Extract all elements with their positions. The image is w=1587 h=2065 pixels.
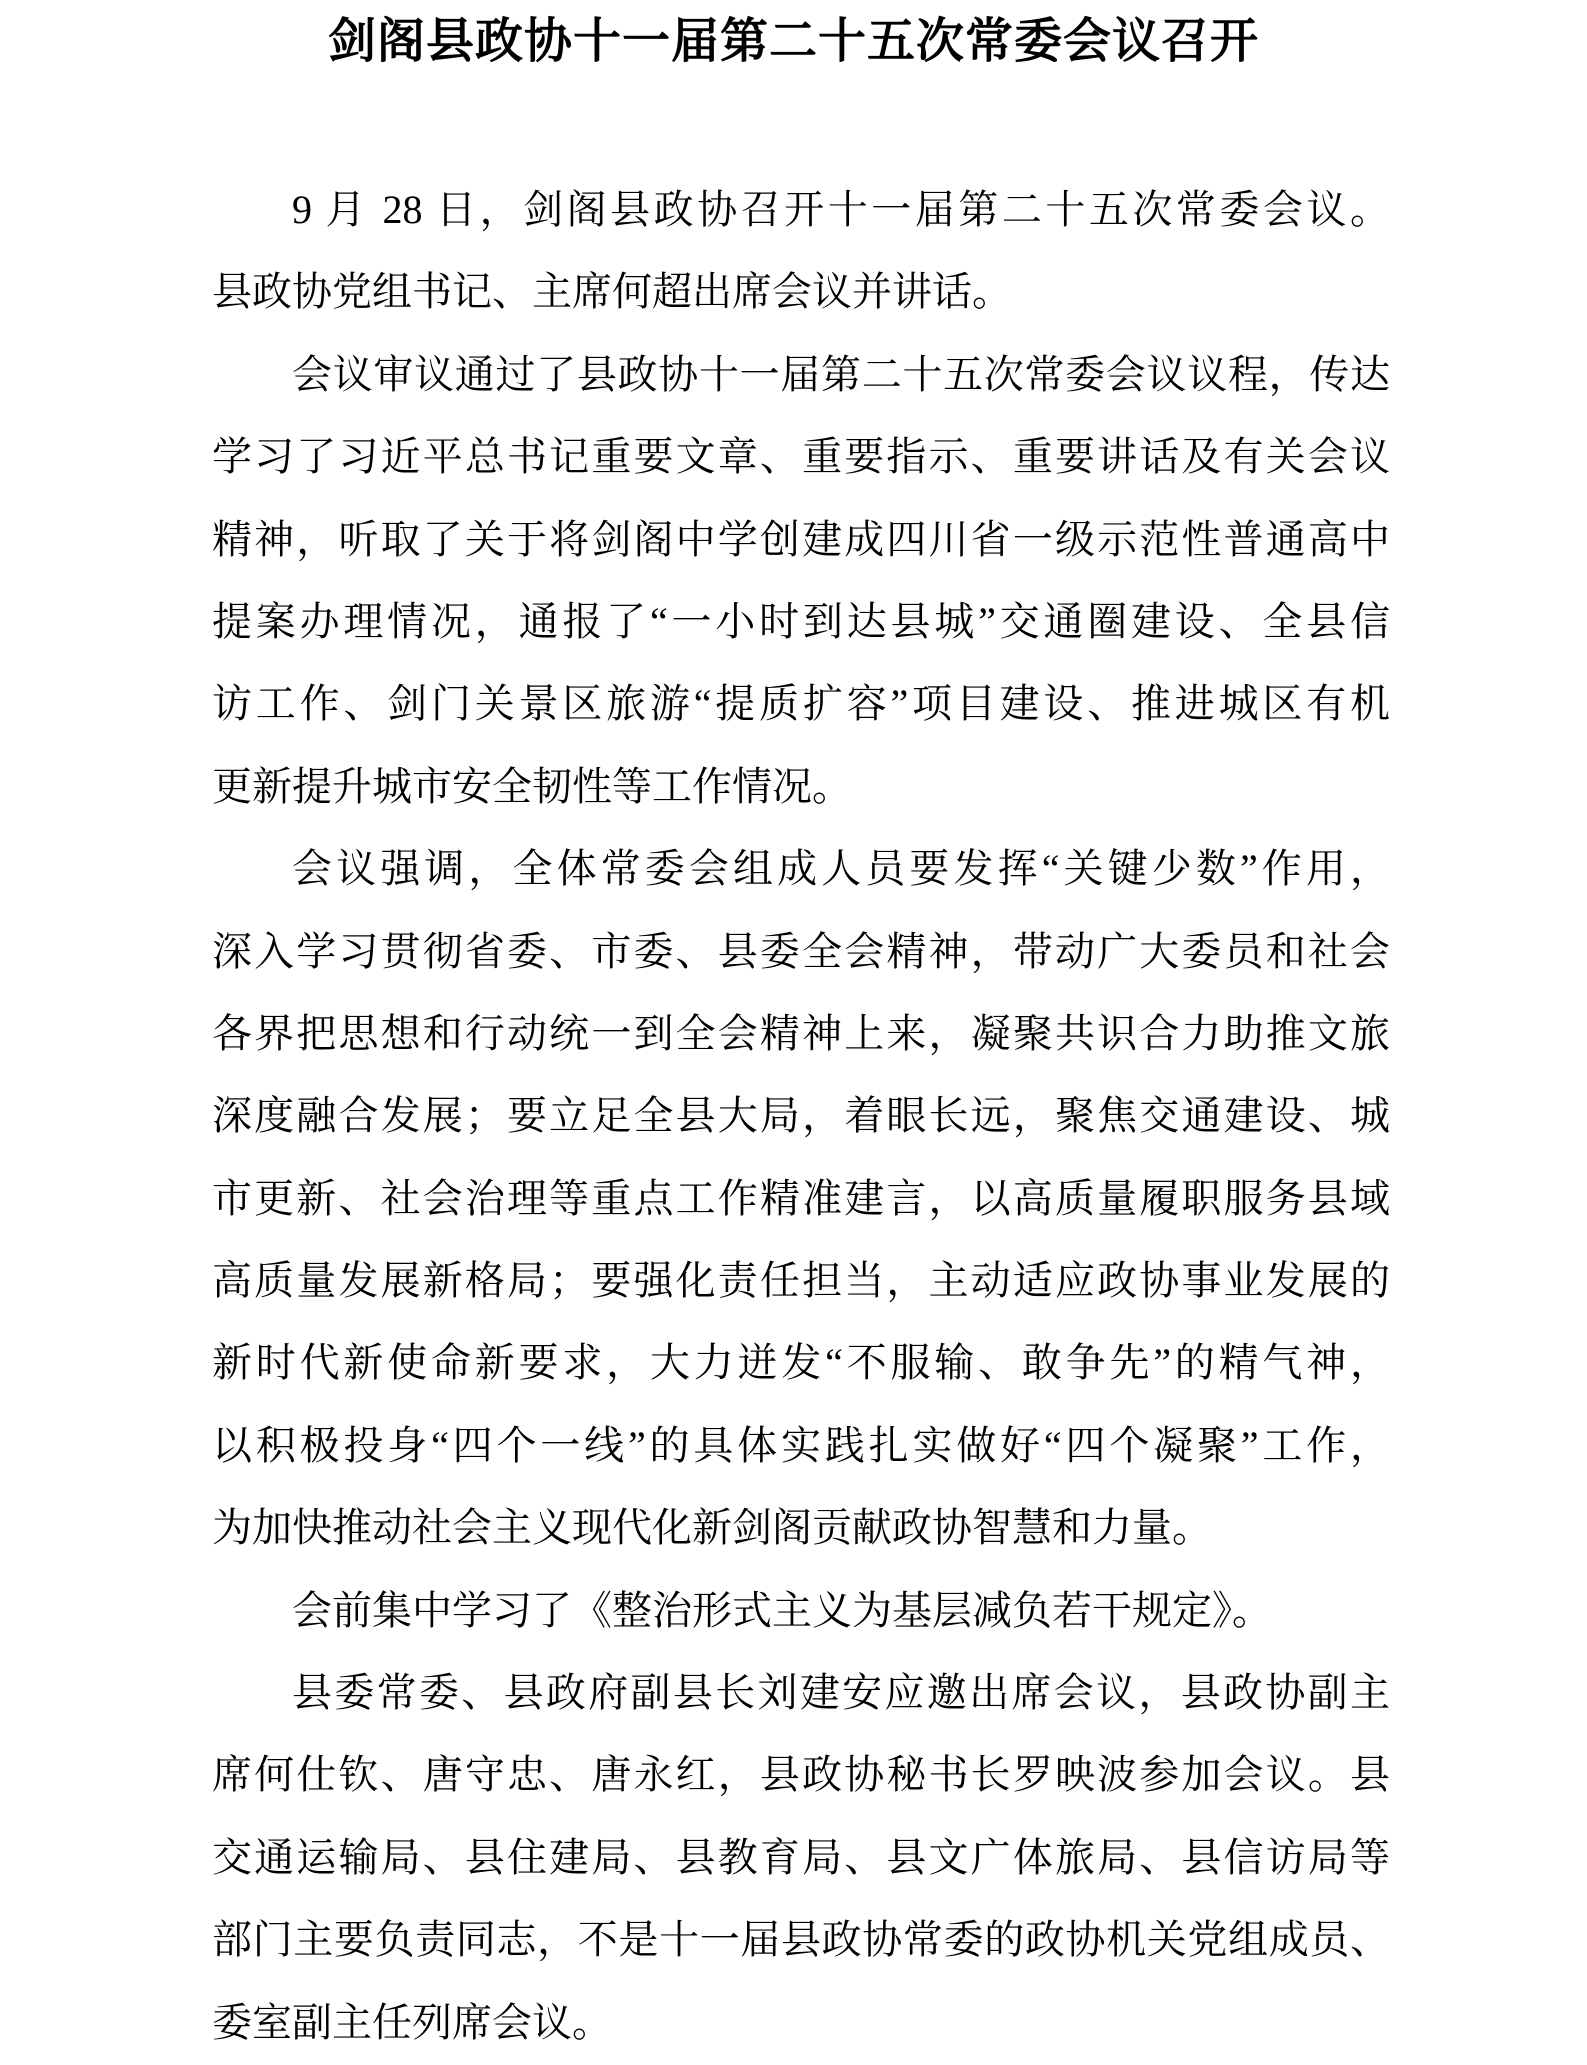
text-line: 交通运输局、县住建局、县教育局、县文广体旅局、县信访局等 <box>212 1834 1390 1880</box>
document-body <box>212 169 1390 2064</box>
text-line: 市更新、社会治理等重点工作精准建言，以高质量履职服务县域 <box>212 1175 1390 1221</box>
text-line: 为加快推动社会主义现代化新剑阁贡献政协智慧和力量。 <box>212 1505 1212 1551</box>
text-line: 9 月 28 日，剑阁县政协召开十一届第二十五次常委会议。 <box>292 187 1390 232</box>
text-line: 更新提升城市安全韧性等工作情况。 <box>212 763 852 809</box>
text-line: 会前集中学习了《整治形式主义为基层减负若干规定》。 <box>292 1587 1272 1633</box>
text-line: 委室副主任列席会议。 <box>212 1999 612 2045</box>
text-line: 会议强调，全体常委会组成人员要发挥“关键少数”作用， <box>292 846 1390 892</box>
document-title: 剑阁县政协十一届第二十五次常委会议召开 <box>327 15 1259 68</box>
text-line: 精神，听取了关于将剑阁中学创建成四川省一级示范性普通高中 <box>212 516 1390 562</box>
text-line: 学习了习近平总书记重要文章、重要指示、重要讲话及有关会议 <box>212 434 1390 480</box>
text-line: 部门主要负责同志，不是十一届县政协常委的政协机关党组成员、 <box>212 1917 1390 1963</box>
text-line: 深入学习贯彻省委、市委、县委全会精神，带动广大委员和社会 <box>212 928 1390 974</box>
text-line: 访工作、剑门关景区旅游“提质扩容”项目建设、推进城区有机 <box>212 681 1390 727</box>
text-line: 提案办理情况，通报了“一小时到达县城”交通圈建设、全县信 <box>212 598 1390 644</box>
text-line: 高质量发展新格局；要强化责任担当，主动适应政协事业发展的 <box>212 1258 1390 1304</box>
text-line: 县委常委、县政府副县长刘建安应邀出席会议，县政协副主 <box>292 1670 1390 1716</box>
text-line: 以积极投身“四个一线”的具体实践扎实做好“四个凝聚”工作， <box>212 1422 1390 1468</box>
text-line: 新时代新使命新要求，大力迸发“不服输、敢争先”的精气神， <box>212 1340 1390 1386</box>
text-line: 各界把思想和行动统一到全会精神上来，凝聚共识合力助推文旅 <box>212 1010 1390 1056</box>
text-line: 县政协党组书记、主席何超出席会议并讲话。 <box>212 269 1012 315</box>
text-line: 会议审议通过了县政协十一届第二十五次常委会议议程，传达 <box>292 351 1390 397</box>
text-line: 席何仕钦、唐守忠、唐永红，县政协秘书长罗映波参加会议。县 <box>212 1752 1390 1798</box>
text-line: 深度融合发展；要立足全县大局，着眼长远，聚焦交通建设、城 <box>212 1093 1390 1139</box>
